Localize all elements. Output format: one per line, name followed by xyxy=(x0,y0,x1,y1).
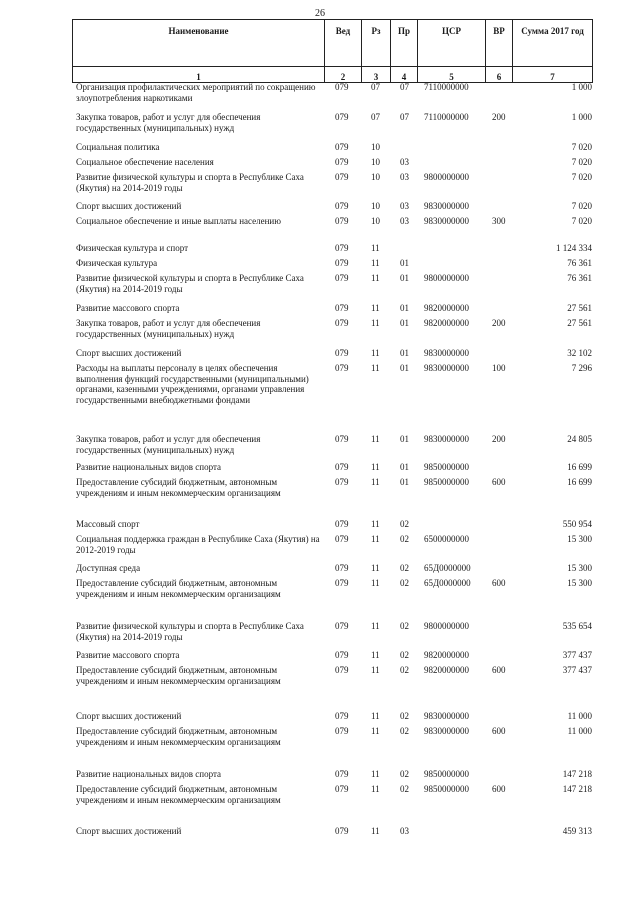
row-rz: 10 xyxy=(371,201,380,211)
row-name: Закупка товаров, работ и услуг для обеспечения государственных (муниципальных) нужд xyxy=(76,318,261,339)
row-vr: 600 xyxy=(492,578,506,588)
row-vr: 200 xyxy=(492,318,506,328)
row-csr: 9830000000 xyxy=(424,348,469,358)
row-ved: 079 xyxy=(335,201,349,211)
row-csr: 9820000000 xyxy=(424,318,469,328)
row-rz: 10 xyxy=(371,172,380,182)
row-ved: 079 xyxy=(335,726,349,736)
row-pr: 07 xyxy=(400,82,409,92)
row-vr: 600 xyxy=(492,726,506,736)
row-rz: 11 xyxy=(371,258,380,268)
row-ved: 079 xyxy=(335,318,349,328)
col-number: 5 xyxy=(418,67,486,83)
row-rz: 11 xyxy=(371,769,380,779)
row-ved: 079 xyxy=(335,534,349,544)
row-csr: 9850000000 xyxy=(424,477,469,487)
row-sum: 147 218 xyxy=(562,784,592,794)
row-name: Физическая культура xyxy=(76,258,158,268)
row-pr: 01 xyxy=(400,462,409,472)
row-sum: 147 218 xyxy=(562,769,592,779)
header-ved: Вед xyxy=(325,20,362,67)
row-pr: 02 xyxy=(400,563,409,573)
row-name: Предоставление субсидий бюджетным, автономным учреждениям и иным некоммерческим организациям xyxy=(76,784,281,805)
row-pr: 02 xyxy=(400,578,409,588)
row-name: Развитие массового спорта xyxy=(76,650,180,660)
row-name: Социальная поддержка граждан в Республике Саха (Якутия) на 2012-2019 годы xyxy=(76,534,320,555)
table-header xyxy=(72,19,593,83)
row-csr: 9850000000 xyxy=(424,784,469,794)
row-name: Расходы на выплаты персоналу в целях обеспечения выполнения функций государственными (муниципальными) органами, казенными учреждениями, органами управления государственными внебюджетными фондами xyxy=(76,363,309,405)
row-ved: 079 xyxy=(335,711,349,721)
row-rz: 10 xyxy=(371,216,380,226)
row-csr: 9820000000 xyxy=(424,665,469,675)
row-name: Спорт высших достижений xyxy=(76,348,182,358)
row-pr: 03 xyxy=(400,172,409,182)
row-sum: 27 561 xyxy=(567,303,592,313)
row-rz: 11 xyxy=(371,462,380,472)
col-number: 6 xyxy=(486,67,513,83)
row-sum: 15 300 xyxy=(567,578,592,588)
row-rz: 11 xyxy=(371,665,380,675)
row-vr: 300 xyxy=(492,216,506,226)
row-pr: 02 xyxy=(400,665,409,675)
row-csr: 9800000000 xyxy=(424,172,469,182)
row-rz: 11 xyxy=(371,621,380,631)
column-number-row xyxy=(73,67,593,83)
row-name: Закупка товаров, работ и услуг для обеспечения государственных (муниципальных) нужд xyxy=(76,434,261,455)
row-rz: 11 xyxy=(371,273,380,283)
row-ved: 079 xyxy=(335,477,349,487)
row-ved: 079 xyxy=(335,434,349,444)
row-ved: 079 xyxy=(335,621,349,631)
row-csr: 9850000000 xyxy=(424,769,469,779)
row-name: Массовый спорт xyxy=(76,519,140,529)
row-name: Социальная политика xyxy=(76,142,160,152)
row-name: Доступная среда xyxy=(76,563,141,573)
row-name: Развитие физической культуры и спорта в Республике Саха (Якутия) на 2014-2019 годы xyxy=(76,621,304,642)
row-vr: 100 xyxy=(492,363,506,373)
row-pr: 01 xyxy=(400,258,409,268)
row-name: Закупка товаров, работ и услуг для обеспечения государственных (муниципальных) нужд xyxy=(76,112,261,133)
row-csr: 9830000000 xyxy=(424,711,469,721)
row-sum: 7 296 xyxy=(571,363,592,373)
row-csr: 9830000000 xyxy=(424,216,469,226)
row-sum: 11 000 xyxy=(567,711,592,721)
row-ved: 079 xyxy=(335,462,349,472)
row-name: Предоставление субсидий бюджетным, автономным учреждениям и иным некоммерческим организациям xyxy=(76,665,281,686)
row-ved: 079 xyxy=(335,519,349,529)
row-ved: 079 xyxy=(335,769,349,779)
row-pr: 03 xyxy=(400,216,409,226)
row-sum: 76 361 xyxy=(567,258,592,268)
row-name: Спорт высших достижений xyxy=(76,201,182,211)
row-ved: 079 xyxy=(335,216,349,226)
row-rz: 11 xyxy=(371,434,380,444)
row-name: Организация профилактических мероприятий по сокращению злоупотребления наркотиками xyxy=(76,82,316,103)
row-csr: 9820000000 xyxy=(424,650,469,660)
row-rz: 11 xyxy=(371,784,380,794)
row-pr: 01 xyxy=(400,363,409,373)
row-name: Развитие физической культуры и спорта в Республике Саха (Якутия) на 2014-2019 годы xyxy=(76,172,304,193)
row-rz: 11 xyxy=(371,534,380,544)
header-vr: ВР xyxy=(486,20,513,67)
row-name: Предоставление субсидий бюджетным, автономным учреждениям и иным некоммерческим организациям xyxy=(76,578,281,599)
row-pr: 01 xyxy=(400,273,409,283)
row-name: Спорт высших достижений xyxy=(76,711,182,721)
header-name: Наименование xyxy=(73,20,325,67)
row-ved: 079 xyxy=(335,258,349,268)
row-pr: 02 xyxy=(400,519,409,529)
row-pr: 02 xyxy=(400,621,409,631)
row-ved: 079 xyxy=(335,650,349,660)
row-pr: 02 xyxy=(400,534,409,544)
row-pr: 01 xyxy=(400,348,409,358)
header-row xyxy=(73,20,593,67)
row-csr: 65Д0000000 xyxy=(424,563,471,573)
row-ved: 079 xyxy=(335,578,349,588)
row-csr: 9830000000 xyxy=(424,434,469,444)
row-ved: 079 xyxy=(335,157,349,167)
row-pr: 02 xyxy=(400,650,409,660)
row-name: Развитие национальных видов спорта xyxy=(76,769,222,779)
row-sum: 1 000 xyxy=(571,82,592,92)
row-pr: 01 xyxy=(400,477,409,487)
row-vr: 200 xyxy=(492,434,506,444)
col-number: 3 xyxy=(362,67,391,83)
row-sum: 550 954 xyxy=(562,519,592,529)
row-sum: 16 699 xyxy=(567,462,592,472)
row-sum: 1 124 334 xyxy=(556,243,592,253)
row-ved: 079 xyxy=(335,273,349,283)
row-pr: 02 xyxy=(400,784,409,794)
row-sum: 377 437 xyxy=(562,650,592,660)
row-csr: 9820000000 xyxy=(424,303,469,313)
row-pr: 02 xyxy=(400,726,409,736)
row-sum: 27 561 xyxy=(567,318,592,328)
row-name: Развитие национальных видов спорта xyxy=(76,462,222,472)
row-rz: 11 xyxy=(371,318,380,328)
row-csr: 6500000000 xyxy=(424,534,469,544)
row-pr: 03 xyxy=(400,826,409,836)
row-csr: 9830000000 xyxy=(424,726,469,736)
row-rz: 11 xyxy=(371,726,380,736)
row-pr: 02 xyxy=(400,769,409,779)
row-ved: 079 xyxy=(335,826,349,836)
row-ved: 079 xyxy=(335,348,349,358)
row-sum: 7 020 xyxy=(571,201,592,211)
row-ved: 079 xyxy=(335,112,349,122)
header-csr: ЦСР xyxy=(418,20,486,67)
row-csr: 9830000000 xyxy=(424,201,469,211)
row-sum: 7 020 xyxy=(571,142,592,152)
row-ved: 079 xyxy=(335,563,349,573)
row-csr: 7110000000 xyxy=(424,112,469,122)
row-rz: 11 xyxy=(371,243,380,253)
row-pr: 03 xyxy=(400,157,409,167)
row-rz: 11 xyxy=(371,363,380,373)
row-name: Развитие массового спорта xyxy=(76,303,180,313)
row-sum: 16 699 xyxy=(567,477,592,487)
row-vr: 600 xyxy=(492,665,506,675)
col-number: 4 xyxy=(391,67,418,83)
header-pr: Пр xyxy=(391,20,418,67)
row-vr: 200 xyxy=(492,112,506,122)
row-rz: 11 xyxy=(371,650,380,660)
row-pr: 07 xyxy=(400,112,409,122)
row-name: Социальное обеспечение населения xyxy=(76,157,214,167)
row-name: Социальное обеспечение и иные выплаты населению xyxy=(76,216,281,226)
row-sum: 24 805 xyxy=(567,434,592,444)
row-name: Развитие физической культуры и спорта в Республике Саха (Якутия) на 2014-2019 годы xyxy=(76,273,304,294)
row-rz: 10 xyxy=(371,157,380,167)
header-sum: Сумма 2017 год xyxy=(513,20,593,67)
row-ved: 079 xyxy=(335,665,349,675)
page-number: 26 xyxy=(315,8,325,19)
row-sum: 11 000 xyxy=(567,726,592,736)
row-sum: 7 020 xyxy=(571,172,592,182)
row-name: Спорт высших достижений xyxy=(76,826,182,836)
row-pr: 01 xyxy=(400,318,409,328)
col-number: 2 xyxy=(325,67,362,83)
row-pr: 02 xyxy=(400,711,409,721)
row-rz: 11 xyxy=(371,711,380,721)
row-rz: 11 xyxy=(371,303,380,313)
row-csr: 9800000000 xyxy=(424,273,469,283)
row-ved: 079 xyxy=(335,82,349,92)
row-ved: 079 xyxy=(335,172,349,182)
row-sum: 7 020 xyxy=(571,216,592,226)
col-number: 1 xyxy=(73,67,325,83)
row-sum: 535 654 xyxy=(562,621,592,631)
col-number: 7 xyxy=(513,67,593,83)
row-vr: 600 xyxy=(492,477,506,487)
row-sum: 15 300 xyxy=(567,563,592,573)
row-rz: 10 xyxy=(371,142,380,152)
row-rz: 07 xyxy=(371,112,380,122)
row-pr: 01 xyxy=(400,303,409,313)
row-name: Предоставление субсидий бюджетным, автономным учреждениям и иным некоммерческим организациям xyxy=(76,477,281,498)
row-rz: 11 xyxy=(371,563,380,573)
row-sum: 7 020 xyxy=(571,157,592,167)
row-csr: 65Д0000000 xyxy=(424,578,471,588)
row-ved: 079 xyxy=(335,142,349,152)
row-rz: 11 xyxy=(371,826,380,836)
row-csr: 9850000000 xyxy=(424,462,469,472)
row-csr: 9800000000 xyxy=(424,621,469,631)
row-name: Физическая культура и спорт xyxy=(76,243,189,253)
row-pr: 03 xyxy=(400,201,409,211)
row-vr: 600 xyxy=(492,784,506,794)
row-pr: 01 xyxy=(400,434,409,444)
row-sum: 459 313 xyxy=(562,826,592,836)
row-ved: 079 xyxy=(335,784,349,794)
header-rz: Рз xyxy=(362,20,391,67)
row-sum: 1 000 xyxy=(571,112,592,122)
row-rz: 11 xyxy=(371,578,380,588)
row-rz: 11 xyxy=(371,348,380,358)
row-sum: 76 361 xyxy=(567,273,592,283)
row-ved: 079 xyxy=(335,303,349,313)
row-sum: 15 300 xyxy=(567,534,592,544)
row-name: Предоставление субсидий бюджетным, автономным учреждениям и иным некоммерческим организациям xyxy=(76,726,281,747)
row-sum: 32 102 xyxy=(567,348,592,358)
row-rz: 11 xyxy=(371,477,380,487)
row-rz: 11 xyxy=(371,519,380,529)
row-ved: 079 xyxy=(335,363,349,373)
row-csr: 9830000000 xyxy=(424,363,469,373)
row-sum: 377 437 xyxy=(562,665,592,675)
row-csr: 7110000000 xyxy=(424,82,469,92)
row-ved: 079 xyxy=(335,243,349,253)
row-rz: 07 xyxy=(371,82,380,92)
